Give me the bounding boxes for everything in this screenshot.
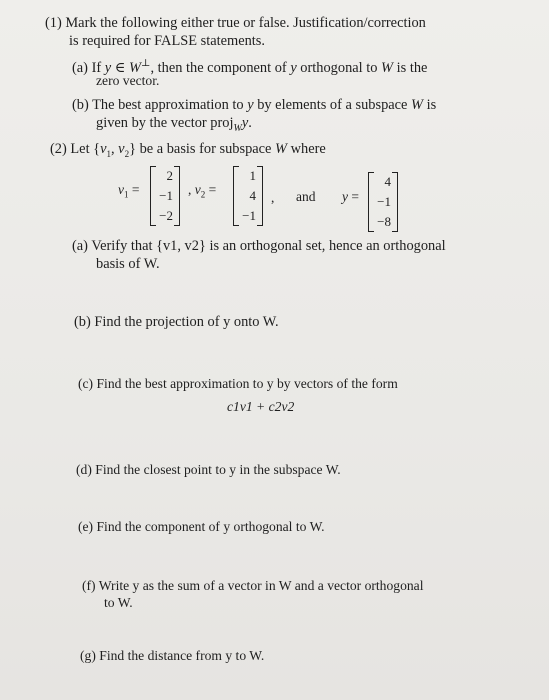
q2f-text: Write y as the sum of a vector in W and a vector orthogonal bbox=[98, 578, 424, 593]
q2-sub: 1 bbox=[106, 148, 111, 159]
q1b-text: The best approximation to bbox=[92, 97, 248, 113]
v2-entry: 4 bbox=[249, 188, 256, 203]
v1-entry: 2 bbox=[166, 168, 173, 183]
v2-label bbox=[188, 181, 216, 204]
comma-after-v2: , bbox=[271, 190, 275, 205]
q1a-var: y bbox=[290, 59, 297, 76]
q1b-line1 bbox=[72, 96, 436, 114]
y-var: y bbox=[342, 189, 348, 204]
q2a-label: (a) bbox=[72, 238, 88, 254]
q1a-perp: ⊥ bbox=[141, 58, 151, 69]
q2a-text: Verify that {v1, v2} is an orthogonal set, hence an orthogonal bbox=[91, 238, 446, 254]
v1-matrix bbox=[150, 166, 180, 226]
q2-var: v bbox=[118, 141, 125, 157]
equals-sign: = bbox=[128, 182, 140, 197]
q2d-label: (d) bbox=[76, 462, 92, 477]
q1b-sub: W bbox=[233, 122, 242, 134]
q2-text: } be a basis for subspace bbox=[129, 141, 276, 157]
q1a-label: (a) bbox=[72, 59, 88, 76]
q1b-var: W bbox=[411, 97, 424, 113]
q1a-text: is the bbox=[393, 59, 428, 76]
q2e-label: (e) bbox=[78, 519, 94, 534]
q1-number: (1) bbox=[45, 15, 62, 31]
q2g-label: (g) bbox=[80, 648, 96, 663]
v1-label bbox=[118, 181, 140, 204]
q2-number: (2) bbox=[50, 141, 67, 157]
y-entry: 4 bbox=[384, 174, 391, 189]
q1a-line2: zero vector. bbox=[96, 73, 160, 88]
q2-text: Let { bbox=[70, 141, 101, 157]
q1a-var: y bbox=[104, 59, 112, 76]
q2c-label: (c) bbox=[78, 376, 94, 391]
v1-var: v bbox=[118, 182, 124, 197]
q1b-line2 bbox=[96, 114, 252, 138]
q2b-text: Find the projection of y onto W. bbox=[94, 314, 279, 330]
v1-entry: −2 bbox=[159, 208, 173, 223]
q1-line1 bbox=[45, 14, 426, 32]
q2-sub: 2 bbox=[124, 148, 130, 159]
q1b-text: is bbox=[423, 97, 437, 113]
v2-var: v bbox=[194, 182, 201, 197]
q2f-line2: to W. bbox=[104, 595, 133, 610]
q1b-text: . bbox=[248, 115, 252, 131]
q1a-text: If bbox=[91, 59, 105, 76]
and-word: and bbox=[296, 189, 316, 204]
v1-entry: −1 bbox=[159, 188, 173, 203]
q2b-line bbox=[74, 313, 279, 331]
q1b-text: given by the vector proj bbox=[96, 115, 234, 131]
q2a-line1 bbox=[72, 237, 446, 255]
q2g-text: Find the distance from y to W. bbox=[99, 648, 265, 663]
v2-sub: 2 bbox=[200, 189, 206, 200]
equals-sign: = bbox=[348, 189, 359, 204]
q2d-text: Find the closest point to y in the subspace W. bbox=[95, 462, 341, 477]
q1b-var: y bbox=[247, 97, 254, 113]
v1-sub: 1 bbox=[124, 189, 129, 200]
q1b-var: y bbox=[241, 115, 249, 131]
q2e-line bbox=[78, 518, 325, 536]
v2-matrix bbox=[233, 166, 263, 226]
q2-var: W bbox=[275, 141, 288, 157]
y-entry: −8 bbox=[377, 214, 391, 229]
q2c-text: Find the best approximation to y by vectors of the form bbox=[96, 376, 398, 391]
v2-entry: 1 bbox=[249, 168, 256, 183]
equals-sign: = bbox=[205, 182, 217, 197]
q1a-var: W bbox=[129, 59, 142, 76]
q2b-label: (b) bbox=[74, 314, 91, 330]
q2-var: v bbox=[100, 141, 107, 157]
q2d-line bbox=[76, 461, 341, 479]
q2-text: , bbox=[110, 141, 119, 157]
q1b-text: by elements of a subspace bbox=[253, 97, 412, 113]
q1a-text: orthogonal to bbox=[296, 59, 382, 76]
q2-text: where bbox=[287, 141, 326, 157]
comma: , bbox=[188, 182, 192, 197]
y-entry: −1 bbox=[377, 194, 391, 209]
q2e-text: Find the component of y orthogonal to W. bbox=[96, 519, 325, 534]
q2c-formula: c1v1 + c2v2 bbox=[227, 399, 295, 414]
q2f-label: (f) bbox=[82, 578, 96, 593]
q2g-line bbox=[80, 647, 264, 665]
q2f-line1 bbox=[82, 577, 423, 595]
q1a-text: , then the component of bbox=[150, 59, 291, 76]
q1a-var: W bbox=[381, 59, 394, 76]
q2c-line bbox=[78, 375, 398, 393]
q1-instruction: Mark the following either true or false. Justification/correction bbox=[65, 15, 426, 31]
q2-intro bbox=[50, 140, 326, 163]
q1b-label: (b) bbox=[72, 97, 89, 113]
q2a-line2: basis of W. bbox=[96, 256, 160, 272]
y-matrix bbox=[368, 172, 398, 232]
q1a-text: ∈ bbox=[111, 59, 130, 76]
q1-line2: is required for FALSE statements. bbox=[69, 33, 265, 49]
y-label bbox=[342, 188, 359, 206]
v2-entry: −1 bbox=[242, 208, 256, 223]
